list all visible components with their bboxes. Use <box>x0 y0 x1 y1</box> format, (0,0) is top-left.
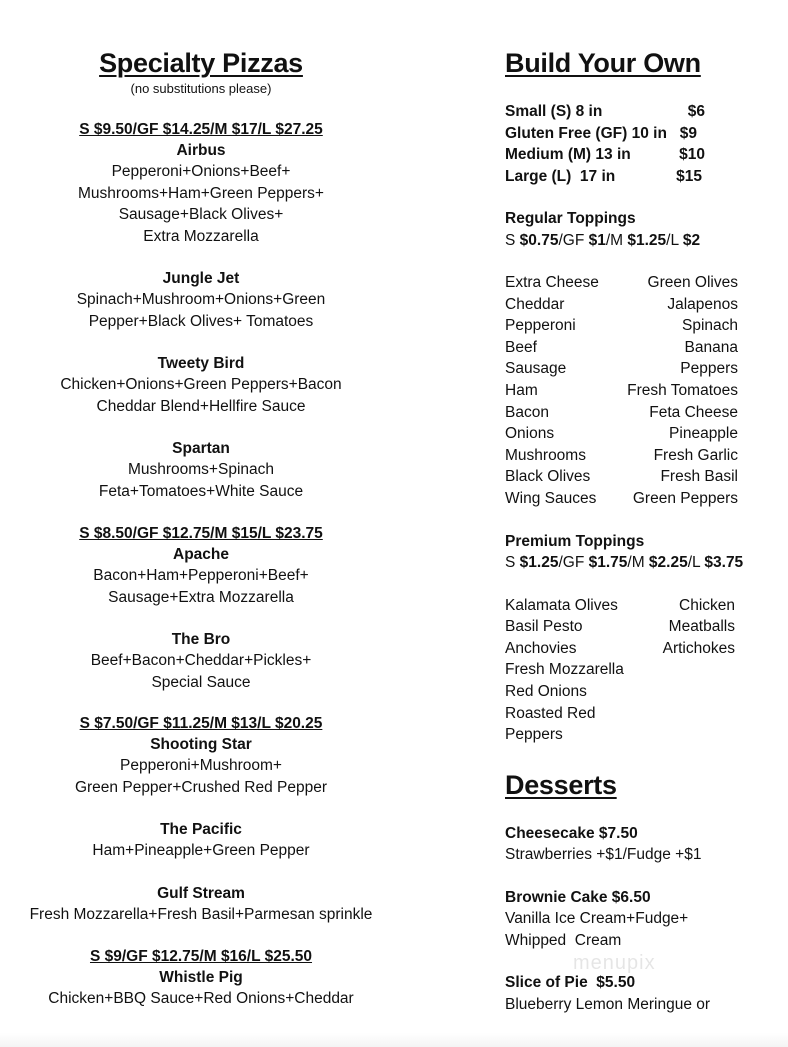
pizza-name: The Pacific <box>160 821 242 838</box>
premium-toppings-heading: Premium Toppings <box>505 532 645 550</box>
topping-item: Pineapple <box>669 425 738 443</box>
specialty-subtitle: (no substitutions please) <box>130 81 272 96</box>
specialty-title: Specialty Pizzas <box>99 48 303 78</box>
topping-item: Roasted Red Peppers <box>505 704 596 744</box>
size-label: Gluten Free (GF) 10 in <box>505 124 667 142</box>
topping-item: Fresh Tomatoes <box>627 381 738 399</box>
pizza-desc: Sausage+Black Olives+ <box>118 206 284 223</box>
topping-item: Bacon <box>505 403 549 421</box>
topping-item: Red Onions <box>505 682 587 700</box>
premium-toppings-list <box>505 595 788 746</box>
size-row <box>505 144 705 166</box>
pizza-name: Apache <box>173 546 229 563</box>
size-code: S <box>505 554 520 572</box>
regular-toppings-list <box>505 272 788 510</box>
topping-item: Chicken <box>679 596 735 614</box>
pizza-name: Gulf Stream <box>157 884 245 902</box>
price-tier: S $8.50/GF $12.75/M $15/L $23.75 <box>79 525 323 542</box>
pizza-item <box>0 438 402 502</box>
pizza-desc: Special Sauce <box>151 673 251 691</box>
topping-item: Wing Sauces <box>505 489 597 507</box>
pizza-name: Whistle Pig <box>159 969 243 986</box>
pizza-desc: Spinach+Mushroom+Onions+Green <box>76 291 326 308</box>
build-your-own-section <box>505 46 788 1015</box>
pizza-item <box>0 819 402 862</box>
size-code: S <box>505 231 520 249</box>
topping-item: Feta Cheese <box>649 403 738 421</box>
pizza-name: Tweety Bird <box>157 355 245 372</box>
topping-column <box>505 595 645 746</box>
pizza-item <box>0 967 402 1010</box>
pizza-name: The Bro <box>171 631 231 648</box>
premium-toppings-prices <box>505 552 788 574</box>
desserts-section <box>505 768 788 1016</box>
topping-item: Black Olives <box>505 468 591 486</box>
topping-price: $2.25 <box>648 554 688 572</box>
dessert-desc: Vanilla Ice Cream+Fudge+ <box>505 910 689 928</box>
size-code: /M <box>605 231 628 249</box>
topping-item: Fresh Basil <box>660 468 738 486</box>
topping-item: Jalapenos <box>667 295 738 313</box>
size-price: $6 <box>687 103 705 120</box>
topping-item: Spinach <box>681 317 738 335</box>
size-code: /L <box>687 554 705 572</box>
price-tier: S $9.50/GF $14.25/M $17/L $27.25 <box>79 121 323 138</box>
topping-item: Pepperoni <box>505 317 576 335</box>
topping-item: Kalamata Olives <box>505 596 618 614</box>
pizza-desc: Cheddar Blend+Hellfire Sauce <box>96 397 306 415</box>
topping-item: Cheddar <box>505 295 565 313</box>
pizza-item <box>0 883 402 926</box>
pizza-desc: Mushrooms+Spinach <box>127 461 275 478</box>
pizza-desc: Pepperoni+Onions+Beef+ <box>111 163 291 180</box>
dessert-name: Brownie Cake $6.50 <box>505 888 651 906</box>
dessert-item <box>505 887 788 952</box>
topping-item: Ham <box>505 381 538 399</box>
topping-column <box>625 272 738 510</box>
pizza-item <box>0 629 402 693</box>
topping-price: $1.25 <box>627 231 667 249</box>
pizza-item <box>0 140 402 247</box>
size-code: /M <box>627 554 649 572</box>
pizza-desc: Fresh Mozzarella+Fresh Basil+Parmesan sprinkle <box>29 905 373 923</box>
topping-price: $1 <box>588 231 606 249</box>
pizza-desc: Feta+Tomatoes+White Sauce <box>98 482 304 500</box>
build-title: Build Your Own <box>505 48 701 78</box>
topping-item: Onions <box>505 425 555 443</box>
regular-toppings-prices <box>505 230 788 252</box>
size-price: $15 <box>676 167 702 185</box>
topping-column <box>505 272 625 510</box>
size-price: $9 <box>679 124 697 142</box>
topping-column <box>645 595 735 746</box>
price-tier: S $7.50/GF $11.25/M $13/L $20.25 <box>79 715 323 732</box>
size-code: /GF <box>558 231 589 249</box>
pizza-item <box>0 544 402 608</box>
dessert-name: Cheesecake $7.50 <box>505 824 638 842</box>
pizza-desc: Pepperoni+Mushroom+ <box>120 757 282 774</box>
size-label: Large (L) 17 in <box>505 167 616 185</box>
pizza-desc: Mushrooms+Ham+Green Peppers+ <box>78 184 324 202</box>
size-row <box>505 123 705 145</box>
size-row <box>505 166 705 188</box>
specialty-pizzas-section <box>0 46 402 1031</box>
pizza-desc: Ham+Pineapple+Green Pepper <box>92 842 310 859</box>
pizza-desc: Green Pepper+Crushed Red Pepper <box>74 778 328 796</box>
pizza-name: Airbus <box>176 142 226 159</box>
topping-item: Banana Peppers <box>680 338 738 378</box>
topping-price: $1.75 <box>588 554 628 572</box>
size-code: /GF <box>558 554 589 572</box>
desserts-title: Desserts <box>505 769 617 800</box>
price-tier: S $9/GF $12.75/M $16/L $25.50 <box>89 948 313 965</box>
topping-price: $3.75 <box>704 554 744 572</box>
topping-item: Extra Cheese <box>505 274 599 291</box>
pizza-desc: Extra Mozzarella <box>143 227 259 245</box>
topping-item: Meatballs <box>668 618 735 636</box>
pizza-desc: Chicken+BBQ Sauce+Red Onions+Cheddar <box>48 990 354 1007</box>
pizza-item <box>0 734 402 798</box>
size-label: Small (S) 8 in <box>505 103 603 120</box>
topping-item: Fresh Mozzarella <box>505 661 624 679</box>
dessert-desc: Whipped Cream <box>505 931 622 949</box>
topping-item: Anchovies <box>505 639 577 657</box>
dessert-name: Slice of Pie $5.50 <box>505 974 636 992</box>
pizza-desc: Bacon+Ham+Pepperoni+Beef+ <box>93 567 309 584</box>
topping-item: Fresh Garlic <box>653 446 738 464</box>
size-row <box>505 101 705 123</box>
regular-toppings-heading: Regular Toppings <box>505 210 636 227</box>
pizza-desc: Sausage+Extra Mozzarella <box>108 588 294 606</box>
topping-item: Artichokes <box>662 639 735 657</box>
dessert-desc: Strawberries +$1/Fudge +$1 <box>505 846 702 864</box>
pizza-name: Spartan <box>172 440 230 457</box>
pizza-desc: Beef+Bacon+Cheddar+Pickles+ <box>90 652 312 669</box>
topping-item: Basil Pesto <box>505 618 583 636</box>
watermark: menupix <box>573 952 656 974</box>
size-label: Medium (M) 13 in <box>505 146 631 163</box>
topping-item: Sausage <box>505 360 567 378</box>
topping-item: Beef <box>505 338 537 356</box>
page-edge <box>0 1033 788 1047</box>
topping-price: $1.25 <box>519 554 559 572</box>
pizza-name: Shooting Star <box>150 736 252 753</box>
topping-item: Mushrooms <box>505 446 586 464</box>
pizza-name: Jungle Jet <box>162 270 240 287</box>
dessert-item <box>505 972 788 1015</box>
size-code: /L <box>666 231 683 249</box>
topping-item: Green Peppers <box>632 489 738 507</box>
dessert-desc: Blueberry Lemon Meringue or <box>505 995 711 1013</box>
pizza-desc: Pepper+Black Olives+ Tomatoes <box>88 312 314 330</box>
size-price: $10 <box>679 146 705 163</box>
size-list <box>505 101 788 187</box>
pizza-item <box>0 268 402 332</box>
topping-price: $2 <box>682 231 701 249</box>
topping-price: $0.75 <box>519 231 559 249</box>
pizza-desc: Chicken+Onions+Green Peppers+Bacon <box>60 376 342 393</box>
topping-item: Green Olives <box>647 274 738 291</box>
pizza-item <box>0 353 402 417</box>
dessert-item <box>505 823 788 866</box>
